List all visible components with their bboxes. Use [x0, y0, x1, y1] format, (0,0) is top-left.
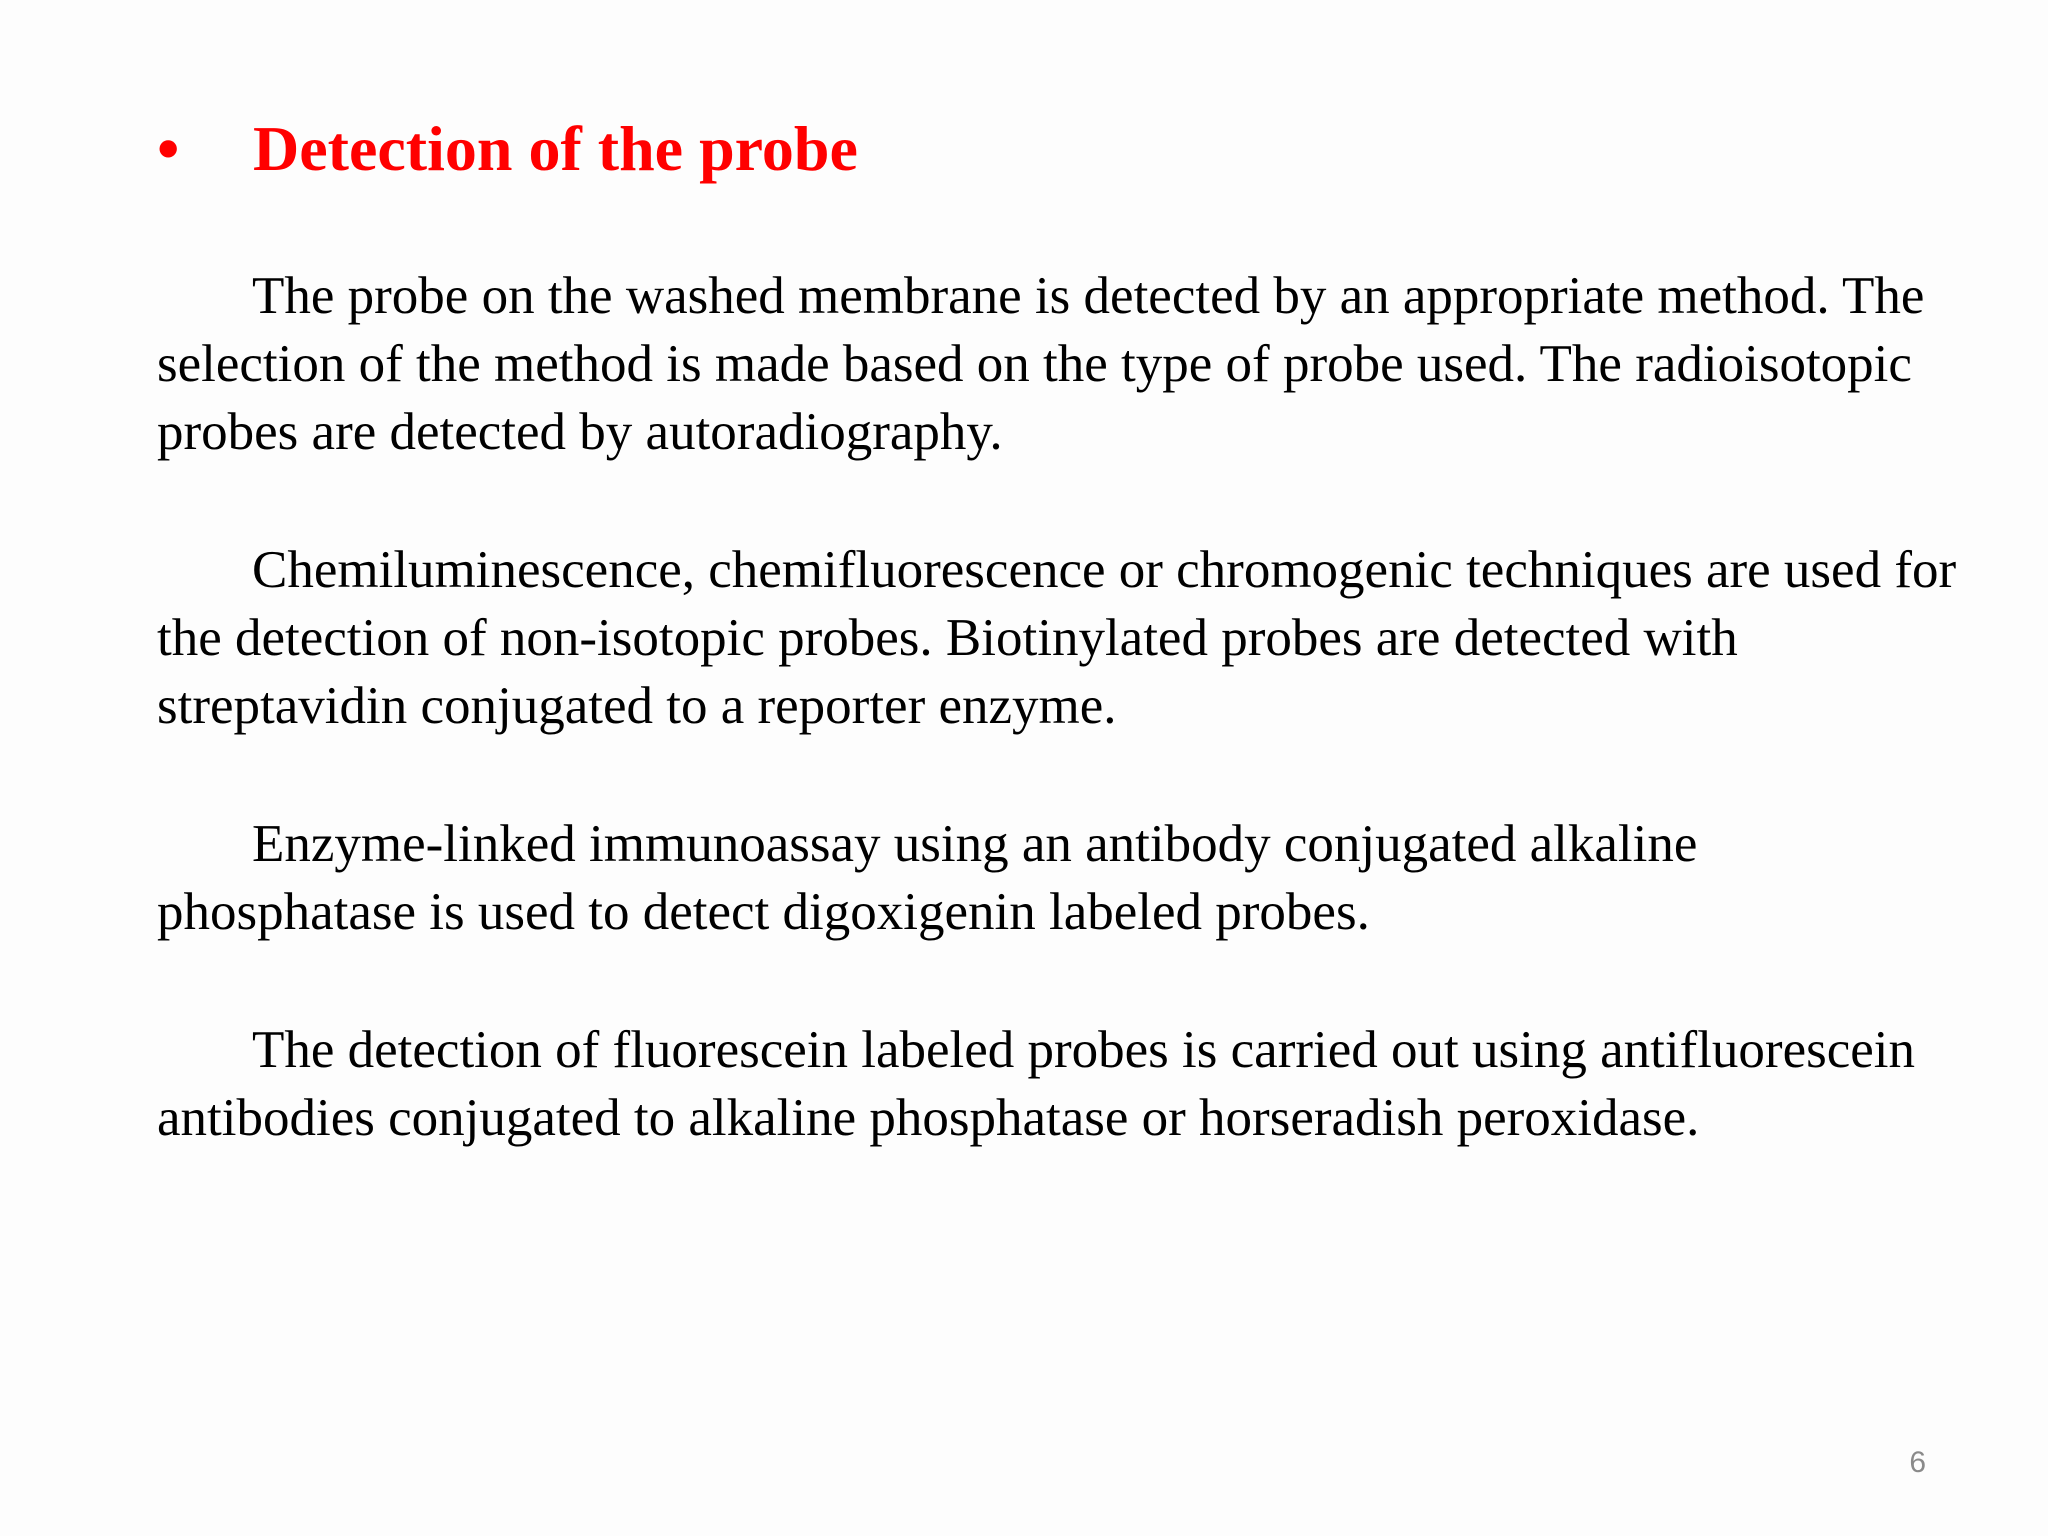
paragraph-autoradiography: The probe on the washed membrane is detected by an appropriate method. The selection of the method is made based on the type of probe used. The radioisotopic probes are detected by autoradiography. — [157, 267, 1925, 461]
paragraph-non-isotopic: Chemiluminescence, chemifluorescence or chromogenic techniques are used for the detection of non-isotopic probes. Biotinylated probes are detected with streptavidin conjugated to a reporter enzyme. — [157, 541, 1957, 735]
page-number: 6 — [1909, 1446, 1926, 1479]
heading-row — [157, 112, 858, 186]
slide-title: Detection of the probe — [253, 113, 858, 184]
slide-body — [157, 262, 1957, 1222]
paragraph-fluorescein: The detection of fluorescein labeled probes is carried out using antifluorescein antibodies conjugated to alkaline phosphatase or horseradish peroxidase. — [157, 1021, 1916, 1147]
paragraph-digoxigenin: Enzyme-linked immunoassay using an antibody conjugated alkaline phosphatase is used to detect digoxigenin labeled probes. — [157, 815, 1698, 941]
bullet-icon: • — [157, 113, 180, 184]
